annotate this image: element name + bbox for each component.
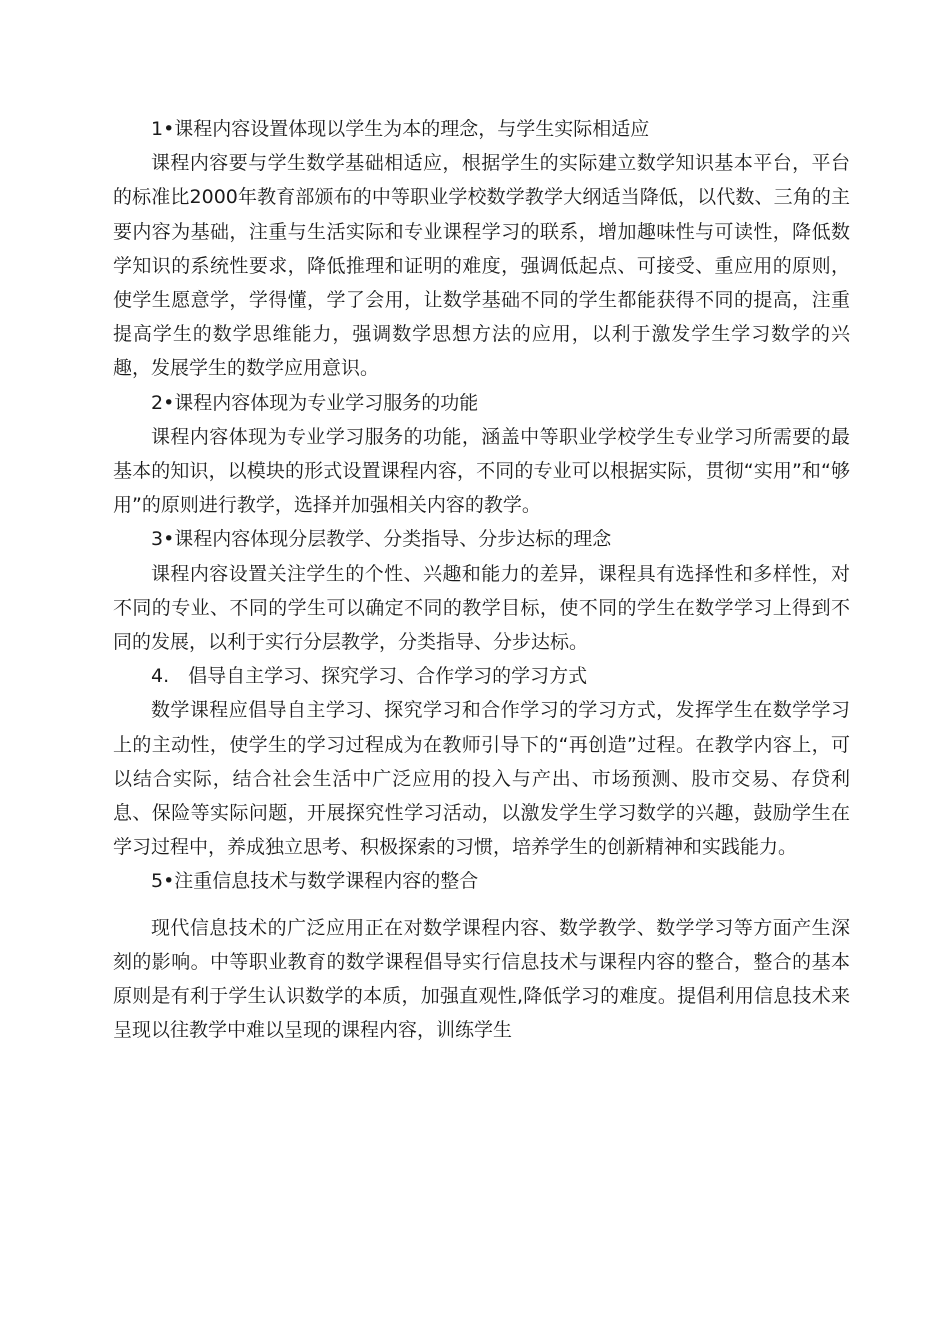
section-5-body: 现代信息技术的广泛应用正在对数学课程内容、数学教学、数学学习等方面产生深刻的影响。中等职业教育的数学课程倡导实行信息技术与课程内容的整合，整合的基本原则是有利于学生认识数学的本质，加强直观性,降低学习的难度。提倡利用信息技术来呈现以往教学中难以呈现的课程内容，训练学生 — [113, 916, 850, 1042]
section-2-heading: 2•课程内容体现为专业学习服务的功能 — [151, 391, 479, 414]
section-1-heading: 1•课程内容设置体现以学生为本的理念，与学生实际相适应 — [151, 118, 650, 140]
section-3-heading: 3•课程内容体现分层教学、分类指导、分步达标的理念 — [151, 528, 612, 551]
section-1-body: 课程内容要与学生数学基础相适应，根据学生的实际建立数学知识基本平台，平台的标准比2000年教育部颁布的中等职业学校数学教学大纲适当降低，以代数、三角的主要内容为基础，注重与生活实际和专业课程学习的联系，增加趣味性与可读性，降低数学知识的系统性要求，降低推理和证明的难度，强调低起点、可接受、重应用的原则，使学生愿意学，学得懂，学了会用，让数学基础不同的学生都能获得不同的提高，注重提高学生的数学思维能力，强调数学思想方法的应用，以利于激发学生学习数学的兴趣，发展学生的数学应用意识。 — [113, 152, 850, 380]
section-4-heading: 4. 倡导自主学习、探究学习、合作学习的学习方式 — [151, 665, 588, 688]
section-3-body: 课程内容设置关注学生的个性、兴趣和能力的差异，课程具有选择性和多样性，对不同的专业、不同的学生可以确定不同的教学目标，使不同的学生在数学学习上得到不同的发展，以利于实行分层教学，分类指导、分步达标。 — [113, 562, 850, 654]
section-5-heading: 5•注重信息技术与数学课程内容的整合 — [151, 870, 479, 893]
section-4-body: 数学课程应倡导自主学习、探究学习和合作学习的学习方式，发挥学生在数学学习上的主动性，使学生的学习过程成为在教师引导下的“再创造”过程。在教学内容上，可以结合实际，结合社会生活中广泛应用的投入与产出、市场预测、股市交易、存贷利息、保险等实际问题，开展探究性学习活动，以激发学生学习数学的兴趣，鼓励学生在学习过程中，养成独立思考、积极探索的习惯，培养学生的创新精神和实践能力。 — [113, 699, 850, 859]
section-2-body: 课程内容体现为专业学习服务的功能，涵盖中等职业学校学生专业学习所需要的最基本的知识，以模块的形式设置课程内容，不同的专业可以根据实际，贯彻“实用”和“够用”的原则进行教学，选择并加强相关内容的教学。 — [113, 425, 850, 517]
